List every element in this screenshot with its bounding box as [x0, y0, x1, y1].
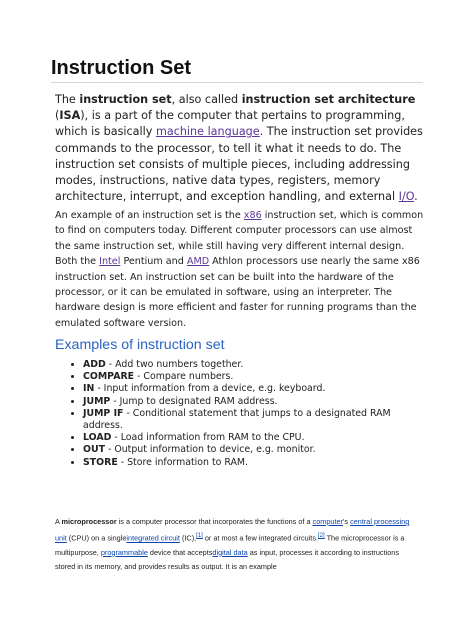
list-item: • OUT - Output information to device, e.g. monitor. — [83, 444, 413, 456]
title-divider — [51, 82, 423, 83]
link-central-processing-unit[interactable]: central processing unit — [55, 517, 410, 543]
link-io[interactable]: I/O — [398, 190, 415, 204]
link-computer[interactable]: computer — [312, 517, 343, 526]
list-item: • JUMP IF - Conditional statement that jumps to a designated RAM address. — [83, 408, 413, 432]
microprocessor-paragraph: A microprocessor is a computer processor that incorporates the functions of a computer's central processing unit (CPU) on a singleintegrated circuit (IC),[1] or at most a few integrated circuits.[2] The microprocessor is a multipurpose, programmable device that acceptsdigital data as input, processes it according to instructions stored in its memory, and provides results as output. It is an example — [55, 517, 410, 572]
term-instruction-set: instruction set — [79, 93, 172, 106]
intro-paragraph: The instruction set, also called instruction set architecture (ISA), is a part of the computer that pertains to programming, which is basically machine language. The instruction set provides commands to the processor, to tell it what it needs to do. The instruction set consists of multiple pieces, including addressing modes, instructions, native data types, registers, memory architecture, interrupt, and exception handling, and external I/O. — [55, 93, 423, 204]
page-title: Instruction Set — [51, 57, 192, 79]
link-amd[interactable]: AMD — [186, 256, 210, 268]
term-microprocessor: microprocessor — [61, 517, 117, 526]
link-digital-data[interactable]: digital data — [212, 547, 248, 557]
list-item: • LOAD - Load information from RAM to the CPU. — [83, 432, 413, 444]
list-item: • STORE - Store information to RAM. — [83, 457, 413, 469]
link-machine-language[interactable]: machine language — [155, 125, 260, 139]
examples-heading: Examples of instruction set — [55, 337, 225, 353]
link-integrated-circuit[interactable]: integrated circuit — [126, 533, 180, 543]
link-x86[interactable]: x86 — [243, 210, 262, 221]
list-item: • ADD - Add two numbers together. — [83, 359, 413, 371]
term-isa-full: instruction set architecture — [241, 93, 416, 106]
list-item: • JUMP - Jump to designated RAM address. — [83, 396, 413, 408]
footnote-2-link[interactable]: [2] — [318, 533, 325, 540]
examples-list — [67, 359, 413, 469]
example-paragraph: An example of an instruction set is the x86 instruction set, which is common to find on computers today. Different computer processors can use almost the same instruction set, while still having very different internal design. Both the Intel Pentium and AMD Athlon processors use nearly the same x86 instruction set. An instruction set can be built into the hardware of the processor, or it can be emulated in software, using an interpreter. The hardware design is more efficient and faster for running programs than the emulated software version. — [55, 210, 424, 329]
list-item: • IN - Input information from a device, e.g. keyboard. — [83, 383, 413, 395]
link-intel[interactable]: Intel — [99, 256, 121, 268]
list-item: • COMPARE - Compare numbers. — [83, 371, 413, 383]
footnote-1-link[interactable]: [1] — [196, 533, 203, 540]
link-programmable[interactable]: programmable — [100, 547, 148, 557]
term-isa: ISA — [59, 109, 81, 123]
